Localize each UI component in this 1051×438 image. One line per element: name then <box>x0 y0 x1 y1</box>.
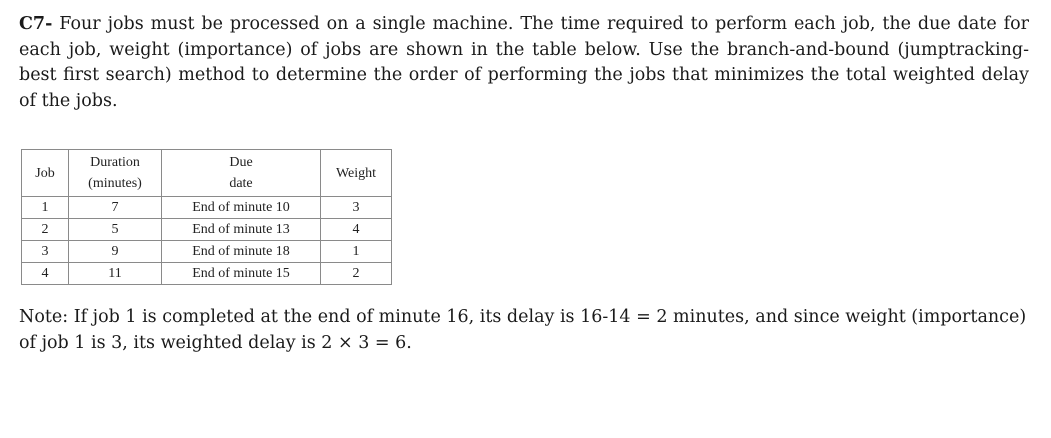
note-text: Note: If job 1 is completed at the end of minute 16, its delay is 16-14 = 2 minutes, and since weight (importance) of job 1 is 3, its weighted delay is 2 × 3 = 6. <box>19 307 1027 353</box>
problem-code: C7- <box>19 14 53 34</box>
header-due-date <box>162 150 321 197</box>
cell-due-date: End of minute 10 <box>162 197 321 219</box>
header-duration-line1: Duration <box>90 155 140 170</box>
problem-statement <box>19 12 1029 114</box>
header-duration-line2: (minutes) <box>88 176 142 191</box>
cell-weight: 3 <box>321 197 392 219</box>
cell-due-date: End of minute 18 <box>162 241 321 263</box>
table-row <box>22 197 392 219</box>
table-header-row <box>22 150 392 197</box>
header-due-line2: date <box>229 176 253 191</box>
cell-due-date: End of minute 15 <box>162 263 321 285</box>
header-duration <box>69 150 162 197</box>
cell-duration: 11 <box>69 263 162 285</box>
cell-duration: 7 <box>69 197 162 219</box>
cell-duration: 9 <box>69 241 162 263</box>
header-weight: Weight <box>321 150 392 197</box>
cell-job: 1 <box>22 197 69 219</box>
table-row <box>22 263 392 285</box>
cell-due-date: End of minute 13 <box>162 219 321 241</box>
jobs-table <box>21 149 392 285</box>
cell-duration: 5 <box>69 219 162 241</box>
cell-job: 4 <box>22 263 69 285</box>
problem-text: Four jobs must be processed on a single machine. The time required to perform each job, the due date for each job, weight (importance) of jobs are shown in the table below. Use the branch-and-bound (jumptracking-best first search) method to determine the order of performing the jobs that minimizes the total weighted delay of the jobs. <box>19 14 1029 111</box>
table-row <box>22 219 392 241</box>
table-row <box>22 241 392 263</box>
header-due-line1: Due <box>229 155 253 170</box>
cell-job: 3 <box>22 241 69 263</box>
cell-job: 2 <box>22 219 69 241</box>
header-job: Job <box>22 150 69 197</box>
cell-weight: 4 <box>321 219 392 241</box>
cell-weight: 2 <box>321 263 392 285</box>
cell-weight: 1 <box>321 241 392 263</box>
